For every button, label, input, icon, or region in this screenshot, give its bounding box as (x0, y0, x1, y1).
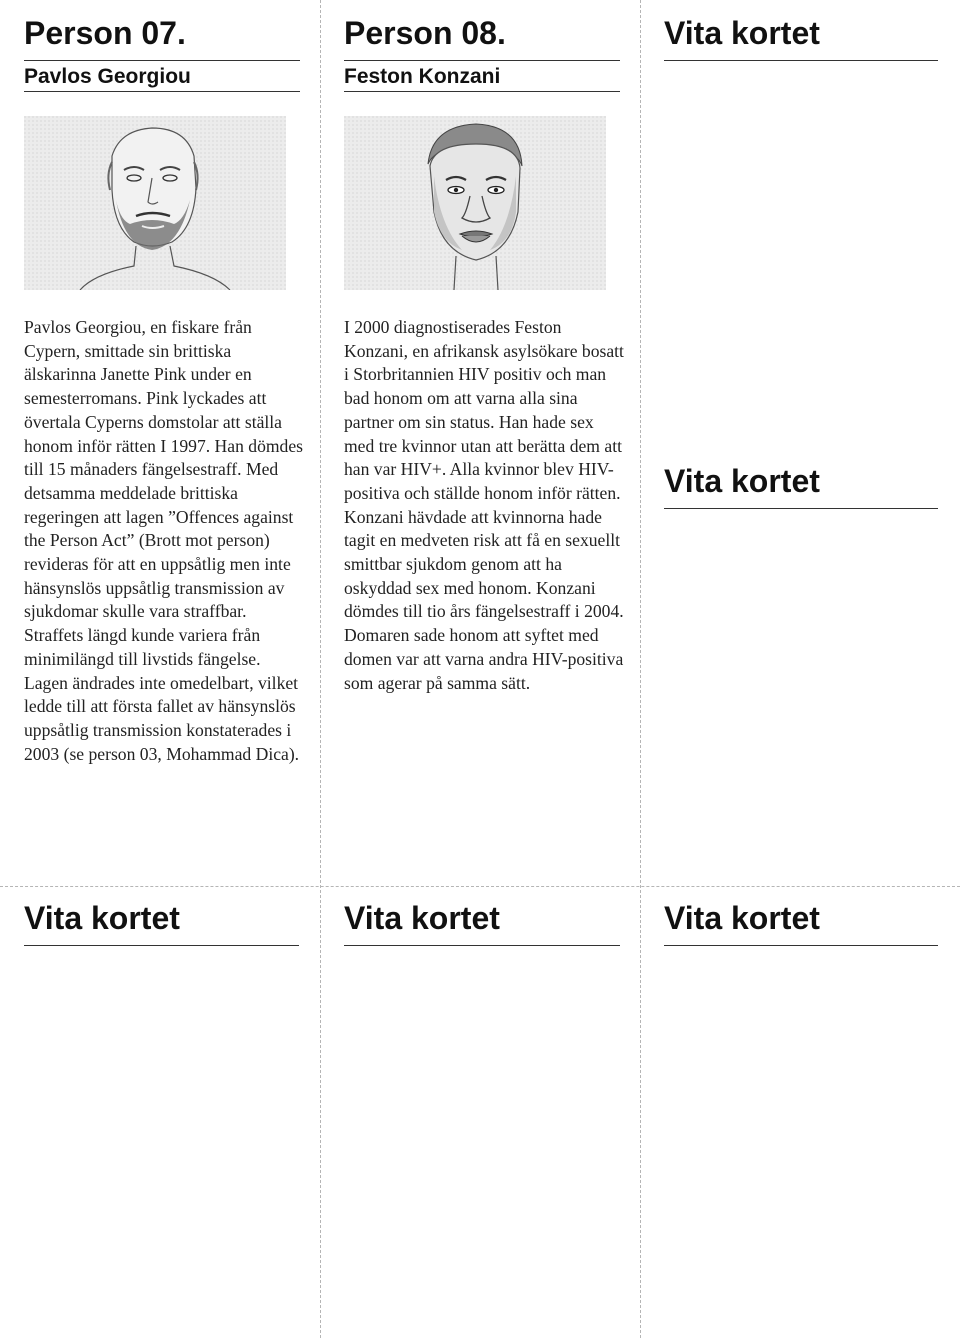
card-person-08 (344, 14, 620, 92)
title-rule (664, 60, 938, 61)
portrait-pavlos-georgiou (24, 116, 286, 290)
person-name: Pavlos Georgiou (24, 65, 191, 88)
card-description: I 2000 diagnostiserades Feston Konzani, en afrikansk asylsökare bosatt i Storbritannien HIV positiv och man bad honom om att varna alla sina partner om sin status. Han hade sex med tre kvinnor utan att berätta dem att han var HIV+. Alla kvinnor blev HIV-positiva och ställde honom inför rätten. Konzani hävdade att kvinnorna hade tagit en medveten risk att få en sexuellt smittbar sjukdom genom att ha oskyddad sex med honom. Konzani dömdes till tio års fängelsestraff i 2004. Domaren sade honom att syftet med domen var att varna andra HIV-positiva som agerar på samma sätt. (344, 317, 624, 693)
card-description: Pavlos Georgiou, en fiskare från Cypern, smittade sin brittiska älskarinna Janette Pink under en semesterromans. Pink lyckades att övertala Cyperns domstolar att ställa honom inför rätten I 1997. Han dömdes till 15 månaders fängelsestraff. Med detsamma meddelade brittiska regeringen att lagen ”Offences against the Person Act” (Brott mot person) revideras för att en uppsåtlig men inte hänsynslös uppsåtlig transmission av sjukdomar skulle vara straffbar. Straffets längd kunde variera från minimilängd till livstids fängelse. Lagen ändrades inte omedelbart, vilket ledde till att första fallet av hänsynslös uppsåtlig transmission konstaterades i 2003 (se person 03, Mohammad Dica). (24, 317, 304, 764)
cut-line-horizontal (0, 886, 960, 887)
cut-line-vertical-1 (320, 0, 321, 1338)
card-person-07 (24, 14, 300, 92)
card-blank-bottom-right (664, 899, 938, 946)
title-rule (344, 945, 620, 946)
name-rule (24, 91, 300, 92)
card-title: Person 08. (344, 15, 506, 51)
card-blank-top-right (664, 14, 938, 61)
title-rule (24, 60, 300, 61)
card-blank-bottom-left (24, 899, 299, 946)
title-rule (24, 945, 299, 946)
card-title: Vita kortet (664, 463, 820, 499)
card-blank-middle-right (664, 462, 938, 509)
person-name: Feston Konzani (344, 65, 501, 88)
card-title: Vita kortet (664, 900, 820, 936)
card-title: Vita kortet (344, 900, 500, 936)
card-title: Vita kortet (24, 900, 180, 936)
title-rule (664, 945, 938, 946)
name-rule (344, 91, 620, 92)
card-title: Person 07. (24, 15, 186, 51)
title-rule (664, 508, 938, 509)
card-blank-bottom-center (344, 899, 620, 946)
bearded-man-sketch-icon (24, 116, 286, 290)
man-sketch-icon (344, 116, 606, 290)
portrait-feston-konzani (344, 116, 606, 290)
title-rule (344, 60, 620, 61)
cut-line-vertical-2 (640, 0, 641, 1338)
card-title: Vita kortet (664, 15, 820, 51)
